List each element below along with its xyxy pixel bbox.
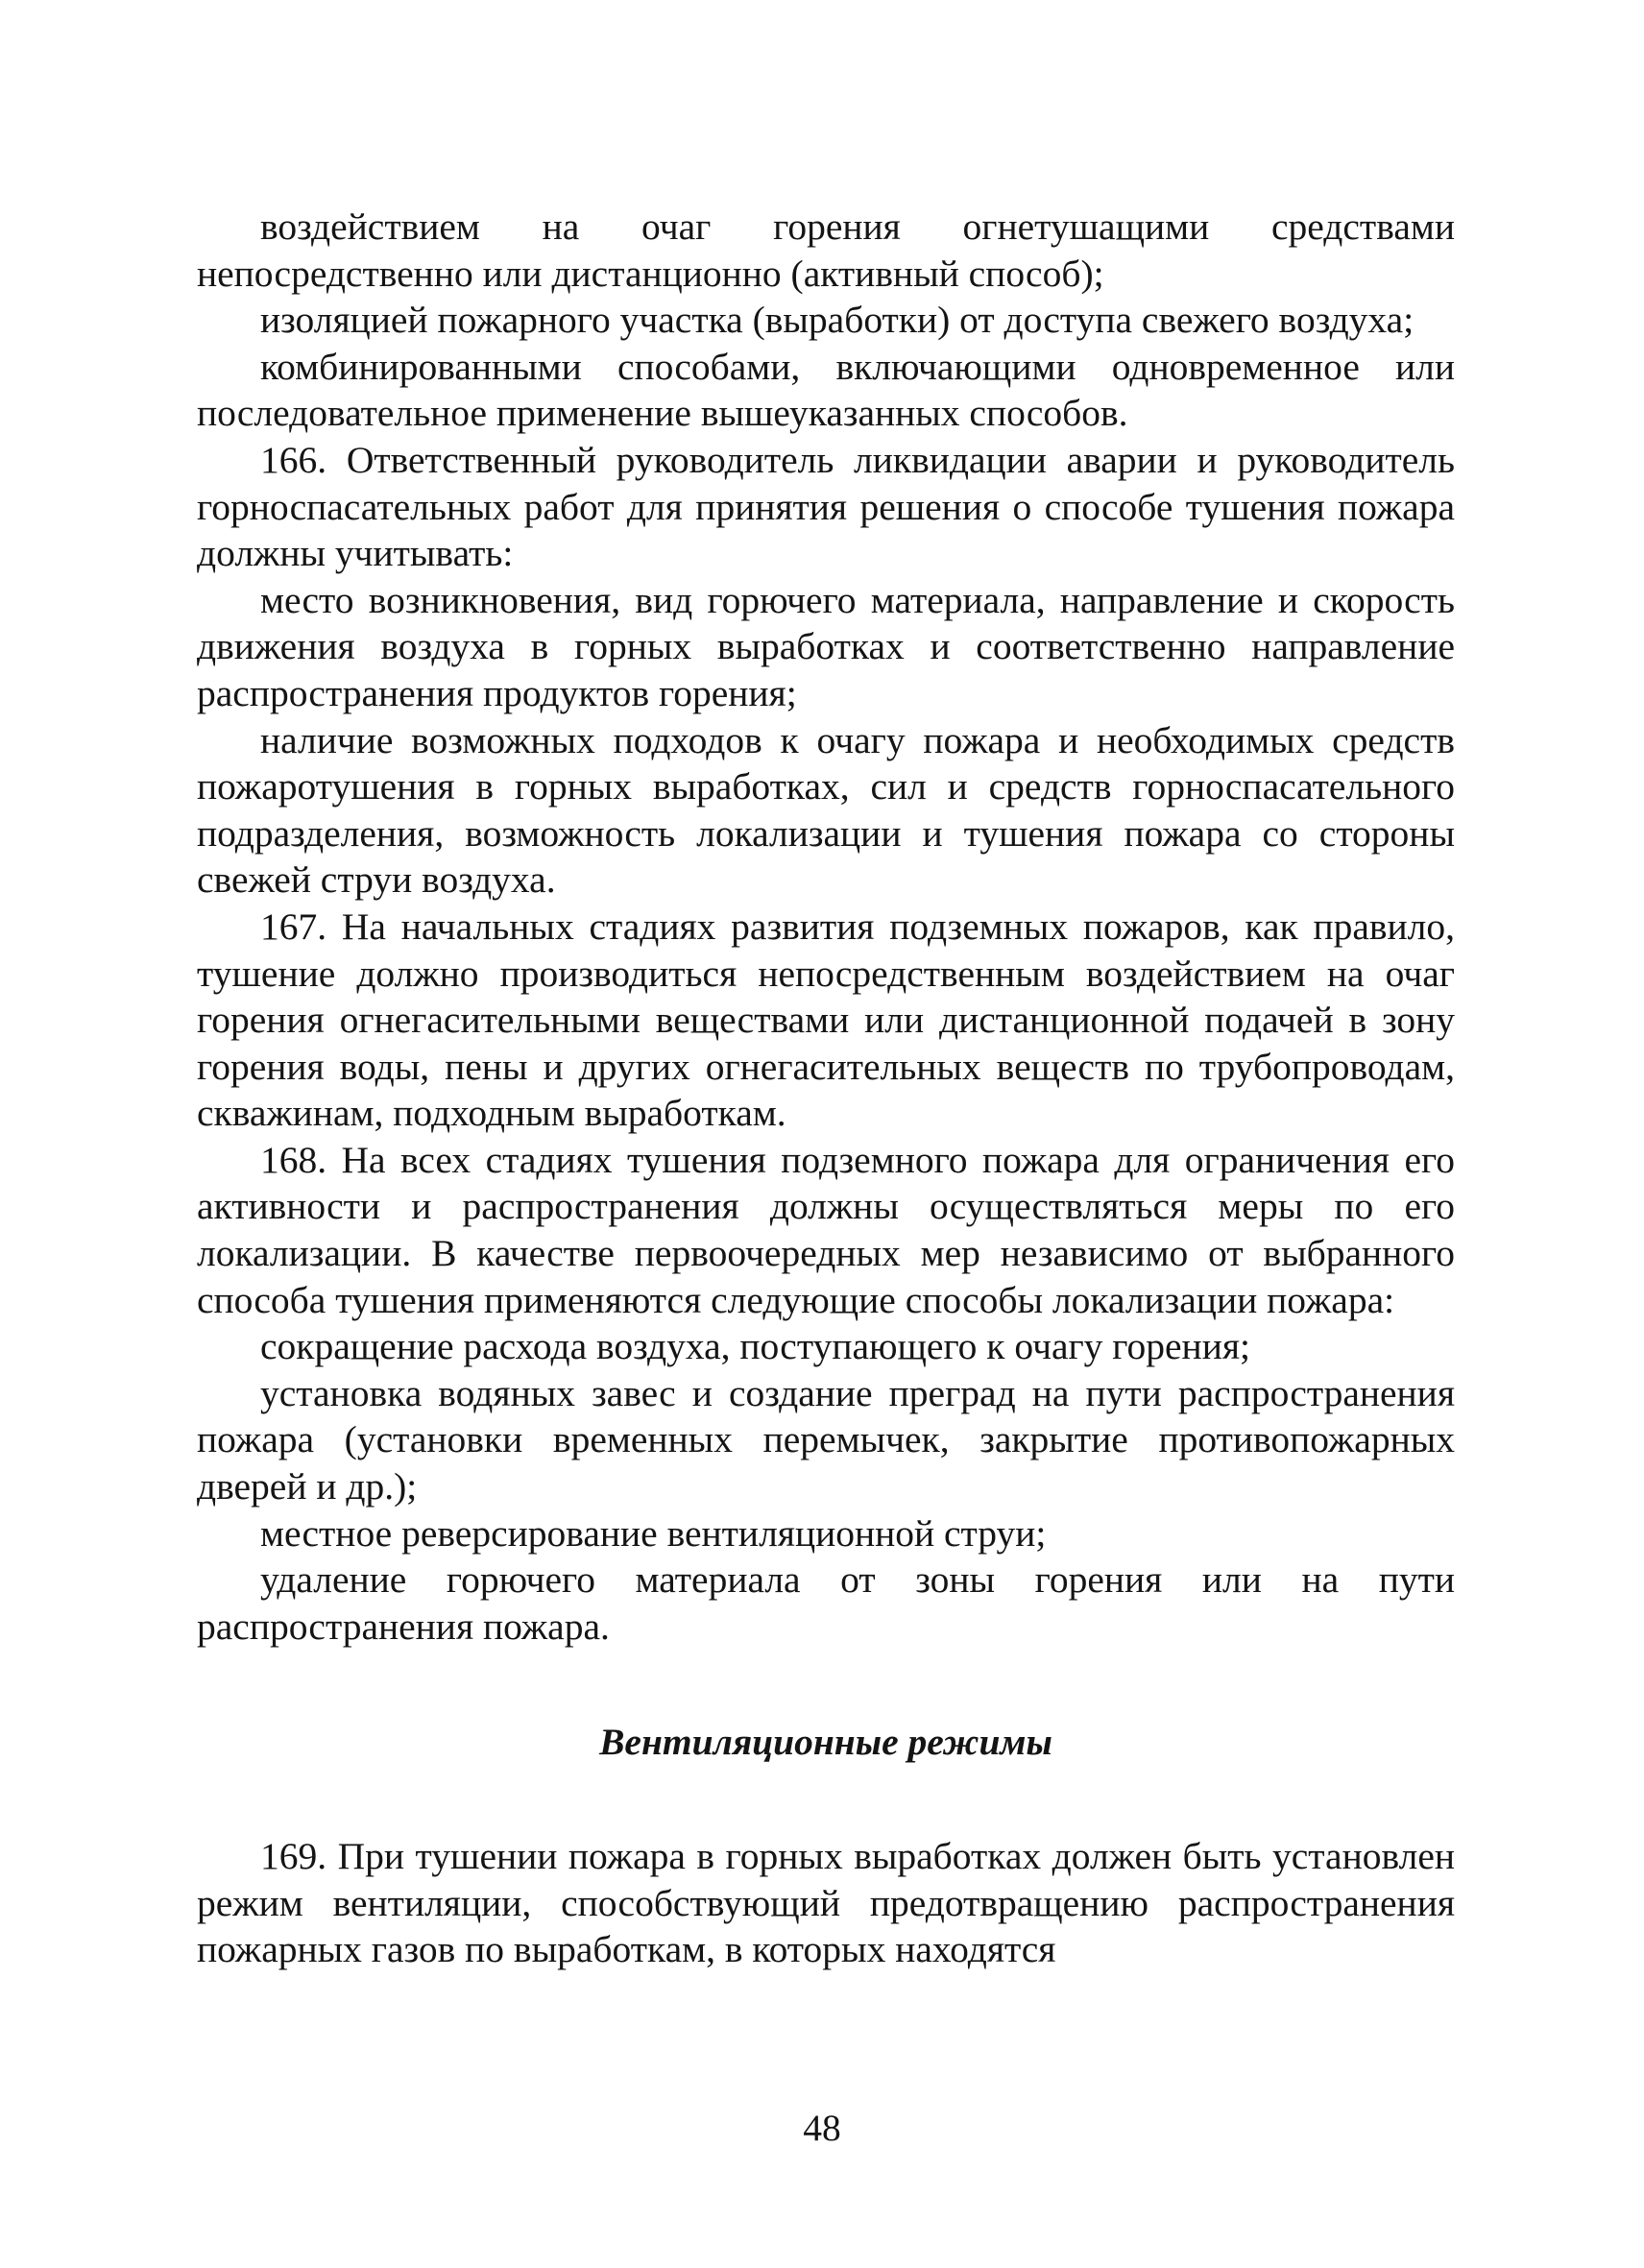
- paragraph-169: 169. При тушении пожара в горных выработках должен быть установлен режим вентиляции, способствующий предотвращению распространения пожарных газов по выработкам, в которых находятся: [197, 1835, 1455, 1971]
- paragraph: сокращение расхода воздуха, поступающего к очагу горения;: [260, 1325, 1250, 1368]
- paragraph-168: 168. На всех стадиях тушения подземного пожара для ограничения его активности и распространения должны осуществляться меры по его локализации. В качестве первоочередных мер независимо от выбранного способа тушения применяются следующие способы локализации пожара:: [197, 1138, 1455, 1321]
- paragraph-167: 167. На начальных стадиях развития подземных пожаров, как правило, тушение должно производиться непосредственным воздействием на очаг горения огнегасительными веществами или дистанционной подачей в зону горения воды, пены и других огнегасительных веществ по трубопроводам, скважинам, подходным выработкам.: [197, 905, 1455, 1135]
- paragraph: изоляцией пожарного участка (выработки) от доступа свежего воздуха;: [260, 299, 1414, 342]
- paragraph: наличие возможных подходов к очагу пожара и необходимых средств пожаротушения в горных выработках, сил и средств горноспасательного подразделения, возможность локализации и тушения пожара со стороны свежей струи воздуха.: [197, 718, 1455, 902]
- paragraph: удаление горючего материала от зоны горения или на пути распространения пожара.: [197, 1558, 1455, 1648]
- body-text: [197, 204, 1455, 1973]
- section-heading: Вентиляционные режимы: [599, 1721, 1052, 1764]
- page-number: 48: [803, 2107, 841, 2149]
- paragraph: воздействием на очаг горения огнетушащими средствами непосредственно или дистанционно (активный способ);: [197, 205, 1455, 295]
- paragraph: комбинированными способами, включающими одновременное или последовательное применение вышеуказанных способов.: [197, 345, 1455, 435]
- paragraph: место возникновения, вид горючего материала, направление и скорость движения воздуха в горных выработках и соответственно направление распространения продуктов горения;: [197, 578, 1455, 714]
- paragraph-166: 166. Ответственный руководитель ликвидации аварии и руководитель горноспасательных работ для принятия решения о способе тушения пожара должны учитывать:: [197, 438, 1455, 575]
- paragraph: установка водяных завес и создание преград на пути распространения пожара (установки временных перемычек, закрытие противопожарных дверей и др.);: [197, 1371, 1455, 1508]
- paragraph: местное реверсирование вентиляционной струи;: [260, 1511, 1047, 1555]
